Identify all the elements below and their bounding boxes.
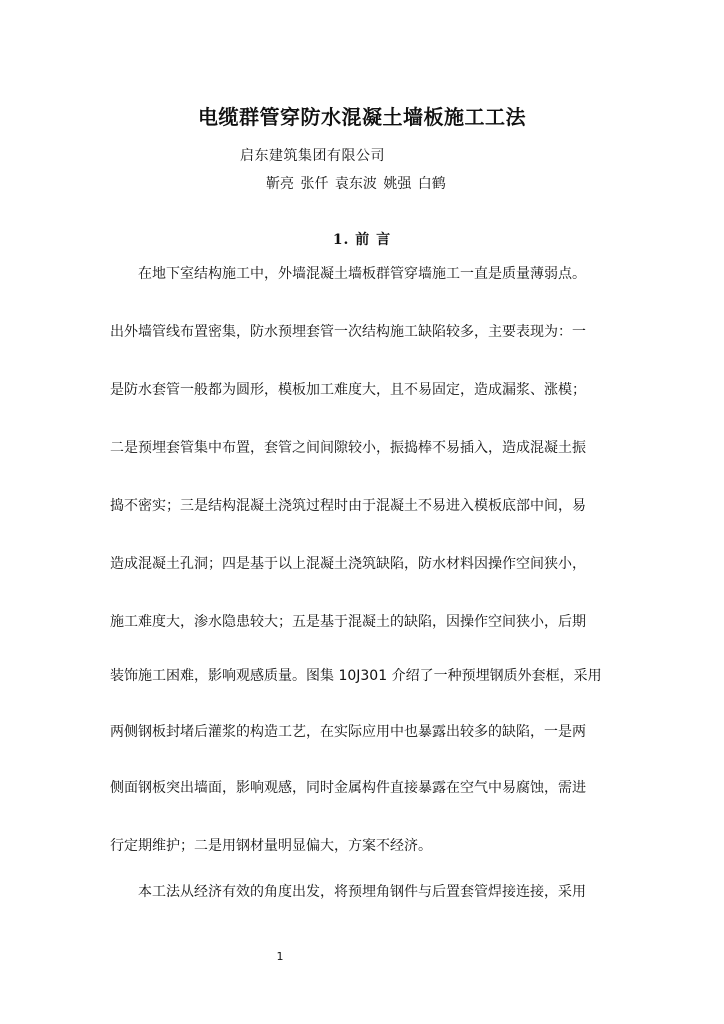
paragraph-line: 本工法从经济有效的角度出发，将预埋角钢件与后置套管焊接连接，采用 [138,884,586,900]
page-number: 1 [276,950,284,963]
paragraph-line: 捣不密实；三是结构混凝土浇筑过程时由于混凝土不易进入模板底部中间，易 [110,498,586,514]
paragraph-line: 侧面钢板突出墙面，影响观感，同时金属构件直接暴露在空气中易腐蚀，需进 [110,780,586,796]
paragraph-line: 装饰施工困难，影响观感质量。图集 10J301 介绍了一种预埋钢质外套框，采用 [110,668,602,684]
paragraph-line: 在地下室结构施工中，外墙混凝土墙板群管穿墙施工一直是质量薄弱点。 [138,266,586,282]
paragraph-line: 行定期维护；二是用钢材量明显偏大，方案不经济。 [110,838,432,854]
paragraph-line: 造成混凝土孔洞；四是基于以上混凝土浇筑缺陷，防水材料因操作空间狭小， [110,556,586,572]
paragraph-line: 两侧钢板封堵后灌浆的构造工艺，在实际应用中也暴露出较多的缺陷，一是两 [110,724,586,740]
paragraph-line: 出外墙管线布置密集，防水预埋套管一次结构施工缺陷较多，主要表现为：一 [110,324,586,340]
company-name: 启东建筑集团有限公司 [240,148,385,164]
document-title: 电缆群管穿防水混凝土墙板施工工法 [198,105,526,129]
section-heading-preface: 1. 前 言 [332,232,392,248]
paragraph-line: 二是预埋套管集中布置，套管之间间隙较小，振捣棒不易插入，造成混凝土振 [110,440,586,456]
paragraph-line: 施工难度大，渗水隐患较大；五是基于混凝土的缺陷，因操作空间狭小，后期 [110,614,586,630]
author-list: 靳亮 张仟 袁东波 姚强 白鹤 [266,176,446,192]
paragraph-line: 是防水套管一般都为圆形，模板加工难度大，且不易固定，造成漏浆、涨模； [110,382,586,398]
